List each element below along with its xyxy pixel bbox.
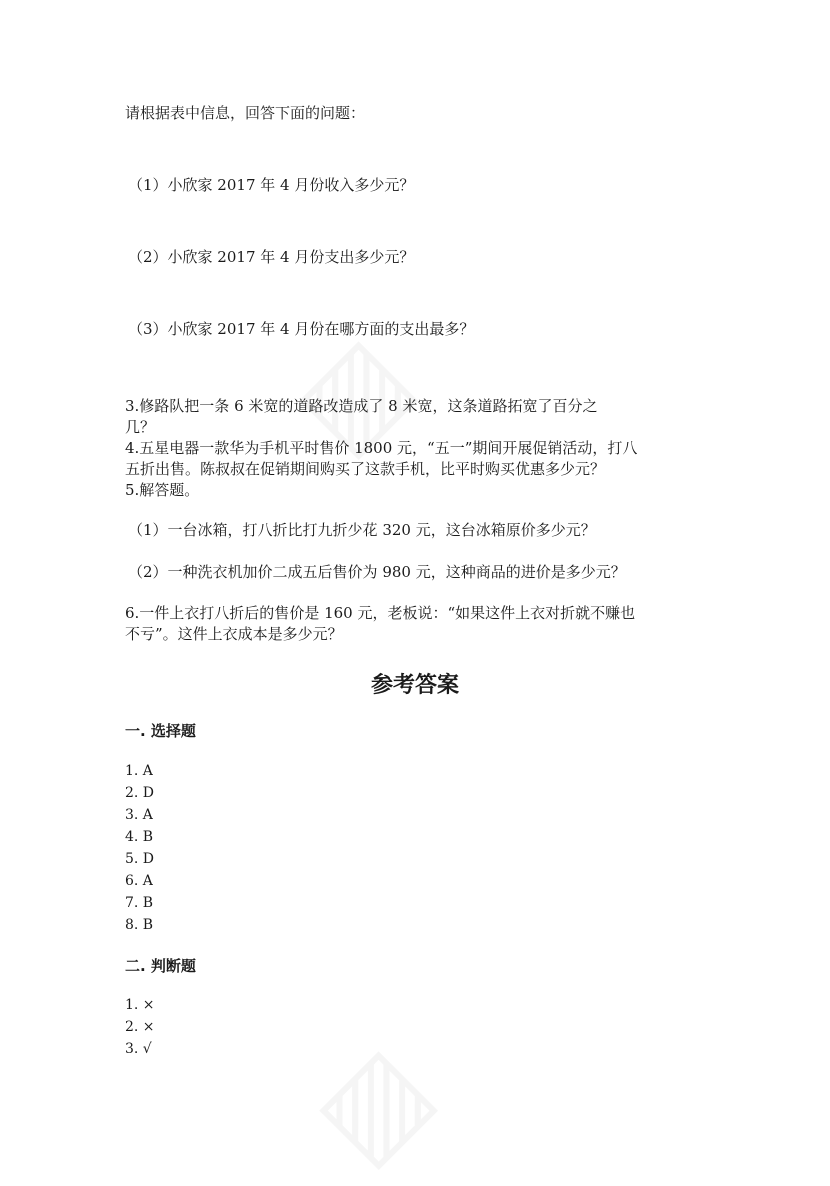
question-5-title: 5.解答题。	[125, 481, 200, 499]
answer-title: 参考答案	[370, 673, 459, 698]
choice-answer-1: 1. A	[125, 763, 153, 779]
judge-answer-3: 3. √	[125, 1041, 152, 1057]
choice-answer-5: 5. D	[125, 851, 155, 867]
section-choice-title: 一. 选择题	[125, 722, 196, 740]
question-5-sub-1: （1）一台冰箱，打八折比打九折少花 320 元，这台冰箱原价多少元？	[128, 521, 596, 539]
question-2-sub-3: （3）小欣家 2017 年 4 月份在哪方面的支出最多？	[128, 320, 475, 338]
question-3-line-2: 几？	[125, 418, 156, 436]
intro-text: 请根据表中信息，回答下面的问题：	[125, 104, 366, 122]
question-6-line-1: 6.一件上衣打八折后的售价是 160 元，老板说：“如果这件上衣对折就不赚也	[125, 604, 636, 622]
judge-answer-2: 2. ×	[125, 1019, 155, 1035]
question-4-line-2: 五折出售。陈叔叔在促销期间购买了这款手机，比平时购买优惠多少元？	[125, 460, 606, 478]
choice-answer-2: 2. D	[125, 785, 155, 801]
judge-answer-1: 1. ×	[125, 997, 155, 1013]
question-5-sub-2: （2）一种洗衣机加价二成五后售价为 980 元，这种商品的进价是多少元？	[128, 563, 626, 581]
question-2-sub-1: （1）小欣家 2017 年 4 月份收入多少元？	[128, 176, 415, 194]
question-3-line-1: 3.修路队把一条 6 米宽的道路改造成了 8 米宽，这条道路拓宽了百分之	[125, 397, 598, 415]
choice-answer-4: 4. B	[125, 829, 154, 845]
question-4-line-1: 4.五星电器一款华为手机平时售价 1800 元，“五一”期间开展促销活动，打八	[125, 439, 638, 457]
watermark-decoration	[290, 1022, 454, 1186]
choice-answer-7: 7. B	[125, 895, 154, 911]
section-judge-title: 二. 判断题	[125, 957, 196, 975]
question-2-sub-2: （2）小欣家 2017 年 4 月份支出多少元？	[128, 248, 415, 266]
choice-answer-8: 8. B	[125, 917, 154, 933]
choice-answer-3: 3. A	[125, 807, 153, 823]
choice-answer-6: 6. A	[125, 873, 153, 889]
question-6-line-2: 不亏”。这件上衣成本是多少元？	[125, 625, 343, 643]
